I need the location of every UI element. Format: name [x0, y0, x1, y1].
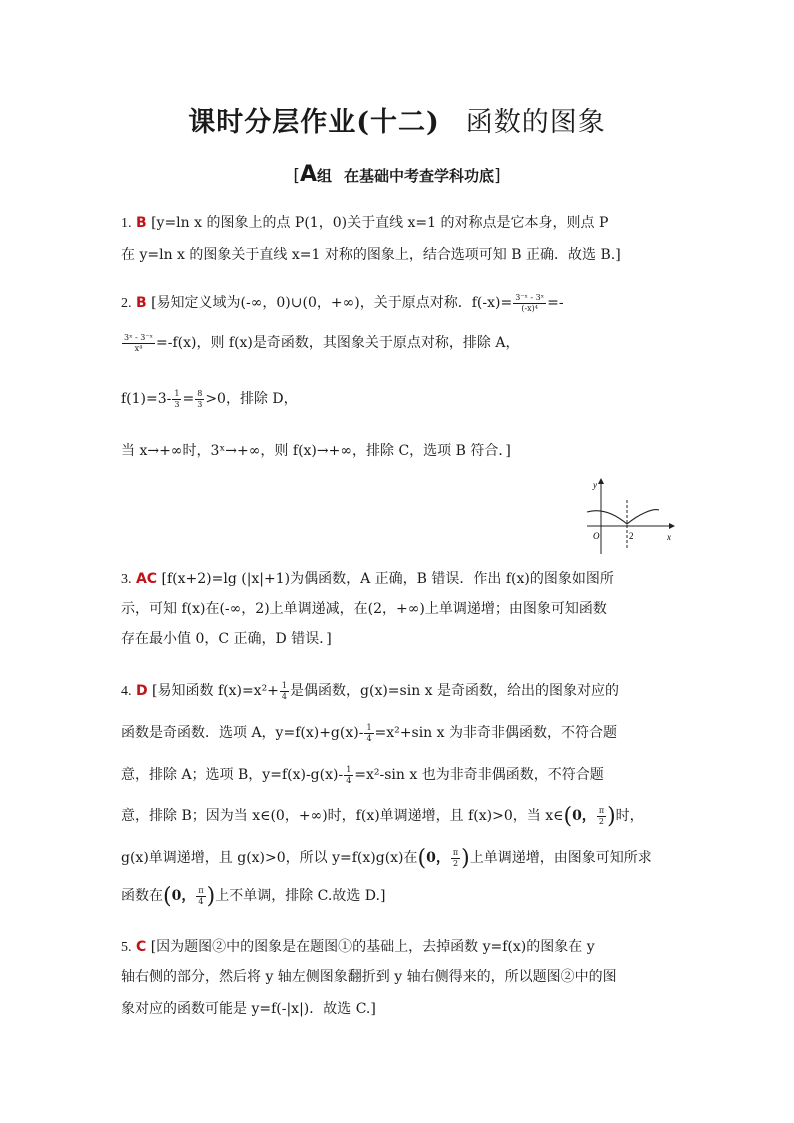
x-label: x [667, 532, 671, 542]
q4-line-3: 意，排除 A；选项 B，y=f(x)-g(x)- $\frac{1}{4}$ =x²-sin x 也为非奇非偶函数，不符合题 [121, 764, 604, 785]
q2-line-2: $\frac{\text{3ˣ - 3⁻ˣ}}{\text{x⁴}}$ =-f(x)，则 f(x)是奇函数，其图象关于原点对称，排除 A， [124, 332, 520, 353]
q1-answer: B [135, 215, 147, 231]
q5-line-3: 象对应的函数可能是 y=f(-|x|)．故选 C.] [121, 1001, 376, 1017]
curve [587, 510, 659, 524]
q4-line-2: 函数是奇函数．选项 A，y=f(x)+g(x)- $\frac{1}{4}$ =x²+sin x 为非奇非偶函数，不符合题 [121, 722, 617, 743]
page-title [0, 100, 794, 139]
y-axis-arrow [598, 478, 604, 484]
group-letter: A [299, 162, 317, 187]
q4-line-6: 函数在(0， $\frac{\pi}{4}$ )上不单调，排除 C.故选 D.] [121, 884, 386, 909]
q4-answer: D [135, 683, 148, 699]
q3-line-3: 存在最小值 0，C 正确，D 错误．] [121, 631, 332, 647]
q3-line-1: 3. AC [f(x+2)=lg (|x|+1)为偶函数，A 正确，B 错误．作出 f(x)的图象如图所 [121, 571, 614, 587]
title-main: 课时分层作业(十二) [188, 107, 440, 138]
q2-line-4: 当 x→+∞时，3ˣ→+∞，则 f(x)→+∞，排除 C，选项 B 符合．] [121, 443, 511, 459]
group-heading [0, 162, 794, 187]
q1-line-1: 1. B [y=ln x 的图象上的点 P(1，0)关于直线 x=1 的对称点是它本身，则点 P [121, 215, 609, 231]
group-bracket-close: ] [494, 166, 501, 186]
group-desc: 在基础中考查学科功底 [344, 167, 495, 185]
tick-label: 2 [629, 531, 634, 541]
x-axis-arrow [669, 523, 675, 529]
q1-line-2: 在 y=ln x 的图象关于直线 x=1 对称的图象上，结合选项可知 B 正确．故选 B.] [121, 247, 621, 263]
q2-fraction-1: $\frac{\text{3⁻ˣ - 3ˣ}}{\text{(-x)⁴}}$ [515, 292, 545, 313]
y-label: y [593, 480, 597, 490]
q5-line-2: 轴右侧的部分，然后将 y 轴左侧图象翻折到 y 轴右侧得来的，所以题图②中的图 [121, 969, 617, 985]
function-graph [581, 476, 681, 556]
q3-answer: AC [135, 571, 158, 587]
q4-line-4: 意，排除 B；因为当 x∈(0，+∞)时，f(x)单调递增，且 f(x)>0，当 x∈(0， $\frac{\pi}{2}$ )时， [121, 804, 644, 829]
q5-line-1: 5. C [因为题图②中的图象是在题图①的基础上，去掉函数 y=f(x)的图象在 y [121, 939, 595, 955]
group-label: 组 [317, 167, 333, 185]
q4-line-5: g(x)单调递增，且 g(x)>0，所以 y=f(x)g(x)在(0， $\frac{\pi}{2}$ )上单调递增，由图象可知所求 [121, 846, 652, 871]
q5-answer: C [135, 939, 147, 955]
q4-line-1: 4. D [易知函数 f(x)=x²+ $\frac{1}{4}$ 是偶函数，g(x)=sin x 是奇函数，给出的图象对应的 [121, 680, 620, 701]
q2-answer: B [135, 295, 147, 311]
q2-fraction-2: $\frac{\text{3ˣ - 3⁻ˣ}}{\text{x⁴}}$ [124, 332, 153, 353]
q2-line-1: 2. B [易知定义域为(-∞，0)∪(0，+∞)，关于原点对称．f(-x)= $\frac{\text{3⁻ˣ - 3ˣ}}{\text{(-x)⁴}}$ =- [121, 292, 564, 313]
q2-line-3: f(1)=3- $\frac{1}{3}$ = $\frac{8}{3}$ >0，排除 D， [121, 388, 298, 409]
q3-line-2: 示，可知 f(x)在(-∞，2)上单调递减，在(2，+∞)上单调递增；由图象可知函数 [121, 601, 607, 617]
title-sub: 函数的图象 [465, 107, 606, 138]
group-bracket-open: [ [293, 166, 300, 186]
origin-label: O [593, 531, 600, 541]
